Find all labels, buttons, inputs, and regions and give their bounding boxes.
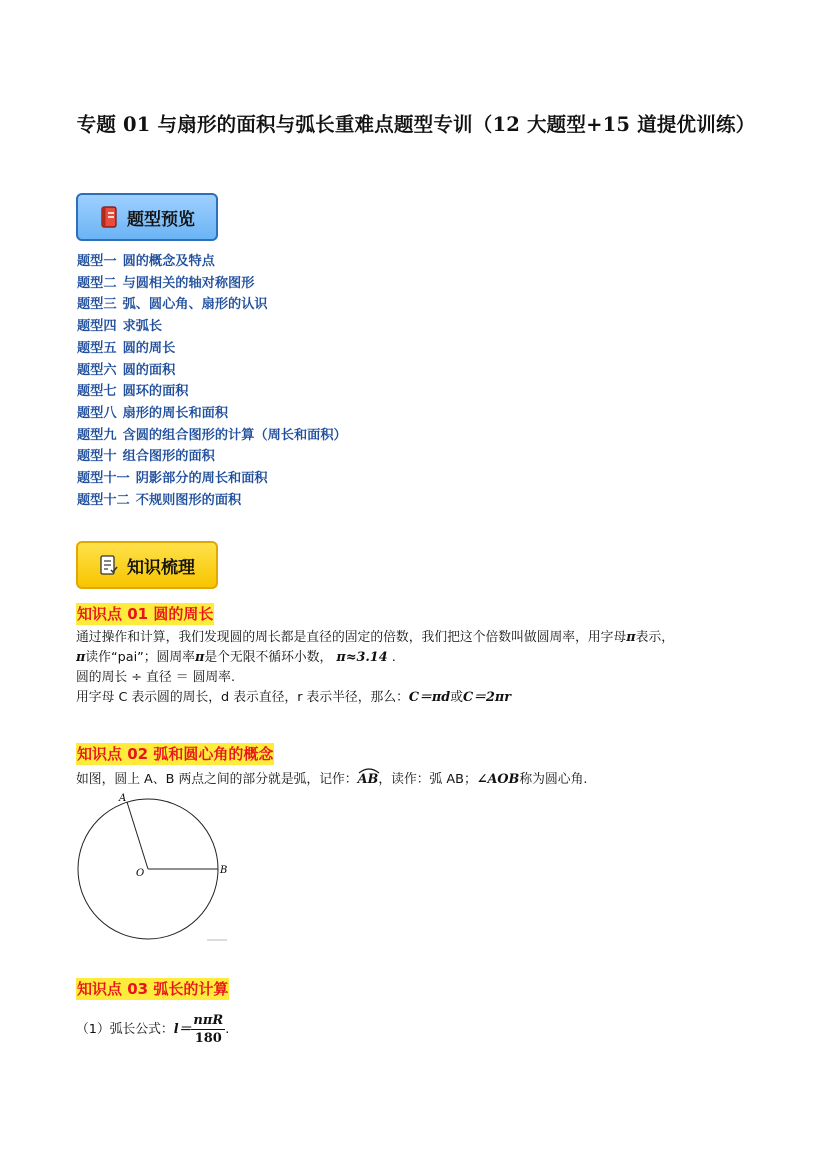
topic-item[interactable]: 题型十一 阴影部分的周长和面积 xyxy=(77,471,268,487)
label-a: A xyxy=(119,793,127,804)
topic-item[interactable]: 题型五 圆的周长 xyxy=(77,340,176,356)
topic-item[interactable]: 题型八 扇形的周长和面积 xyxy=(77,405,229,421)
page-title: 专题 01 与扇形的面积与弧长重难点题型专训（12 大题型+15 道提优训练） xyxy=(76,113,756,136)
label-o: O xyxy=(136,868,145,879)
knowledge-02-text: 如图，圆上 A、B 两点之间的部分就是弧，记作： AB，读作：弧 AB；∠AOB称为圆心角. xyxy=(76,770,766,790)
checklist-icon xyxy=(99,554,119,576)
section-badge-knowledge xyxy=(76,541,218,589)
book-icon xyxy=(99,206,119,228)
knowledge-01-text xyxy=(76,628,766,708)
badge-label: 题型预览 xyxy=(127,209,195,230)
knowledge-03-text: （1）弧长公式：l＝ $\frac{\text{nπR}}{180}$ . xyxy=(76,1013,230,1046)
text-line: π读作“pai”；圆周率π是个无限不循环小数， π≈3.14 . xyxy=(76,650,396,665)
section-badge-preview xyxy=(76,193,218,241)
arc-length-fraction: $\frac{\text{nπR}}{180}$ xyxy=(193,1013,224,1046)
topic-item[interactable]: 题型十二 不规则图形的面积 xyxy=(77,492,242,508)
circle-diagram xyxy=(70,788,240,948)
topic-item[interactable]: 题型四 求弧长 xyxy=(77,319,163,335)
topic-item[interactable]: 题型七 圆环的面积 xyxy=(77,384,189,400)
topic-item[interactable]: 题型二 与圆相关的轴对称图形 xyxy=(77,275,255,291)
arc-notation: AB xyxy=(358,770,379,790)
topic-item[interactable]: 题型三 弧、圆心角、扇形的认识 xyxy=(77,297,268,313)
label-b: B xyxy=(220,865,228,876)
text-line: 通过操作和计算，我们发现圆的周长都是直径的固定的倍数，我们把这个倍数叫做圆周率，用字母π表示， xyxy=(76,630,675,645)
text-line: 用字母 C 表示圆的周长，d 表示直径，r 表示半径，那么：C＝πd或C＝2πr xyxy=(76,690,512,705)
topic-item[interactable]: 题型九 含圆的组合图形的计算（周长和面积） xyxy=(77,427,347,443)
topic-item[interactable]: 题型六 圆的面积 xyxy=(77,362,176,378)
topic-list xyxy=(77,251,347,511)
knowledge-heading-02: 知识点 02 弧和圆心角的概念 xyxy=(77,745,274,763)
topic-item[interactable]: 题型一 圆的概念及特点 xyxy=(77,254,215,269)
knowledge-heading-03: 知识点 03 弧长的计算 xyxy=(77,980,229,998)
text-line: 圆的周长 ÷ 直径 ＝ 圆周率. xyxy=(76,670,236,685)
topic-item[interactable]: 题型十 组合图形的面积 xyxy=(77,449,215,465)
radius-oa xyxy=(127,802,148,869)
badge-label: 知识梳理 xyxy=(127,557,195,578)
knowledge-heading-01: 知识点 01 圆的周长 xyxy=(77,605,214,623)
